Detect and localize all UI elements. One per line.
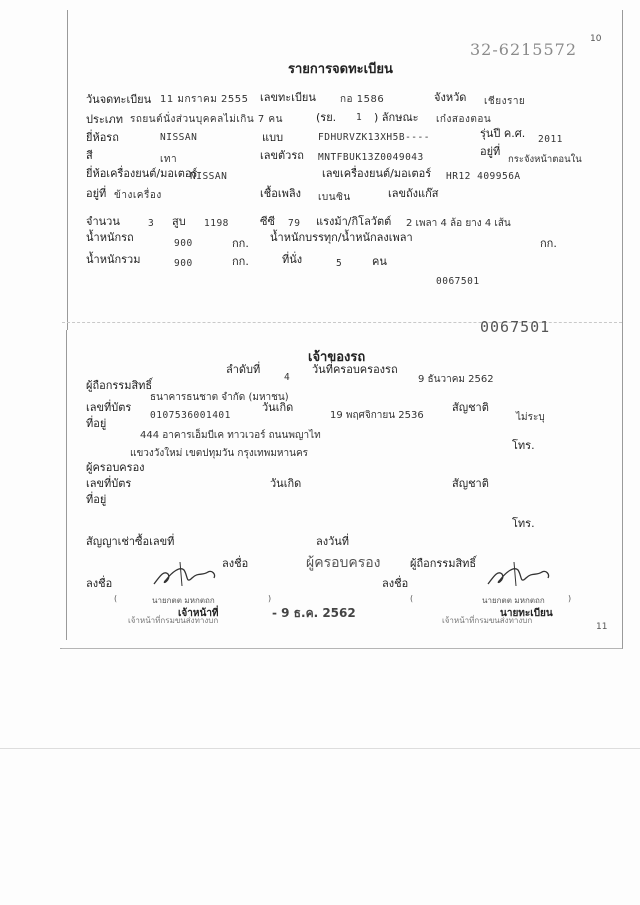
page-number-bottom: 11 (596, 622, 608, 632)
kg-label-3: กก. (232, 255, 249, 268)
possessor-label: ผู้ครอบครอง (86, 461, 145, 474)
left-printed-name: นายกตต มหกตถก (152, 596, 215, 605)
scan-edge-line (0, 748, 640, 749)
seats-unit: คน (372, 255, 387, 268)
color-label: สี (86, 149, 93, 162)
kg-label-2: กก. (540, 237, 557, 250)
cylinders-label: สูบ (172, 215, 186, 228)
character-value: เก๋งสองตอน (436, 114, 492, 125)
possession-date-value: 9 ธันวาคม 2562 (418, 374, 494, 385)
rs-value: 1 (356, 112, 363, 123)
nationality-label: สัญชาติ (452, 401, 489, 414)
address2-label: ที่อยู่ (86, 493, 107, 506)
sheet-bottom-edge (62, 648, 622, 649)
engine-location-value: ข้างเครื่อง (114, 190, 162, 201)
id-value: 0107536001401 (150, 410, 231, 421)
address-line-2: แขวงวังใหม่ เขตปทุมวัน กรุงเทพมหานคร (130, 448, 309, 459)
chassis-location-label: อยู่ที่ (480, 145, 501, 158)
owner-value: ธนาคารธนชาต จำกัด (มหาชน) (150, 392, 289, 403)
sign-label-left: ลงชื่อ (86, 577, 113, 590)
chassis-location-value: กระจังหน้าตอนใน (508, 154, 582, 165)
right-dept: เจ้าหน้าที่กรมขนส่งทางบก (442, 616, 533, 625)
engine-brand-value: NISSAN (190, 171, 228, 182)
type-value: รถยนต์นั่งส่วนบุคคลไม่เกิน 7 คน (130, 114, 283, 125)
left-border-top (67, 10, 68, 330)
owner-label: ผู้ถือกรรมสิทธิ์ (86, 379, 153, 392)
reg-number-label: เลขทะเบียน (260, 91, 316, 104)
right-bracket-close: ) (568, 594, 572, 603)
load-label: น้ำหนักบรรทุก/น้ำหนักลงเพลา (270, 231, 413, 244)
right-title: นายทะเบียน (500, 608, 553, 619)
right-printed-name: นายกตต มหกตถก (482, 596, 545, 605)
reg-date-value: 11 มกราคม 2555 (160, 94, 249, 105)
color-value: เทา (160, 154, 178, 165)
right-signature (484, 556, 554, 592)
fuel-label: เชื้อเพลิง (260, 187, 301, 200)
left-bracket-close: ) (268, 594, 272, 603)
reg-date-label: วันจดทะเบียน (86, 93, 152, 106)
model-value: FDHURVZK13XH5B---- (318, 132, 430, 143)
rs-label: (รย. (316, 111, 337, 124)
chassis-value: MNTFBUK13Z0049043 (318, 152, 424, 163)
brand-label: ยี่ห้อรถ (86, 131, 119, 144)
quantity-label: จำนวน (86, 215, 120, 228)
phone2-label: โทร. (512, 517, 535, 530)
contract-date-label: ลงวันที่ (316, 535, 350, 548)
stamp-date: - 9 ธ.ค. 2562 (272, 606, 356, 620)
hp-value: 79 (288, 218, 301, 229)
province-label: จังหวัด (434, 91, 467, 104)
gas-tank-label: เลขถังแก๊ส (388, 187, 439, 200)
section-title-owner: เจ้าของรถ (308, 350, 366, 365)
section-title-registration: รายการจดทะเบียน (288, 62, 393, 77)
serial-number-small: 0067501 (436, 276, 480, 287)
character-label: ) ลักษณะ (374, 111, 419, 124)
nationality-value: ไม่ระบุ (516, 412, 545, 423)
sign-label-right: ลงชื่อ (382, 577, 409, 590)
fuel-value: เบนซิน (318, 192, 351, 203)
sign-label-a: ลงชื่อ (222, 557, 249, 570)
nationality2-label: สัญชาติ (452, 477, 489, 490)
owner-sign-label: ผู้ถือกรรมสิทธิ์ (410, 557, 477, 570)
seats-value: 5 (336, 258, 343, 269)
brand-value: NISSAN (160, 132, 198, 143)
address-line-1: 444 อาคารเอ็มบีเค ทาวเวอร์ ถนนพญาไท (140, 430, 321, 441)
axles-wheels-tires: 2 เพลา 4 ล้อ ยาง 4 เส้น (406, 218, 511, 229)
hp-label: แรงม้า/กิโลวัตต์ (316, 215, 392, 228)
weight-value: 900 (174, 238, 193, 249)
order-value: 4 (284, 372, 291, 383)
kg-label-1: กก. (232, 237, 249, 250)
handwritten-number: 32-6215572 (470, 40, 578, 59)
left-border-bottom (66, 330, 67, 640)
chassis-label: เลขตัวรถ (260, 149, 304, 162)
total-weight-value: 900 (174, 258, 193, 269)
possessor-sign-mark: ผู้ครอบครอง (306, 555, 381, 571)
engine-number-value: HR12 409956A (446, 171, 521, 182)
weight-label: น้ำหนักรถ (86, 231, 134, 244)
contract-label: สัญญาเช่าซื้อเลขที่ (86, 535, 175, 548)
left-dept: เจ้าหน้าที่กรมขนส่งทางบก (128, 616, 219, 625)
left-bracket-open: ( (114, 594, 118, 603)
seats-label: ที่นั่ง (282, 253, 303, 266)
reg-number-value: กอ 1586 (340, 94, 385, 105)
type-label: ประเภท (86, 113, 124, 126)
cc-label: ซีซี (260, 215, 275, 228)
birth2-label: วันเกิด (270, 477, 302, 490)
cc-value: 1198 (204, 218, 229, 229)
order-label: ลำดับที่ (226, 363, 261, 376)
left-signature (150, 556, 220, 592)
engine-number-label: เลขเครื่องยนต์/มอเตอร์ (322, 167, 432, 180)
left-title: เจ้าหน้าที่ (178, 608, 219, 619)
model-year-label: รุ่นปี ค.ศ. (480, 127, 526, 140)
birth-value: 19 พฤศจิกายน 2536 (330, 410, 424, 421)
model-year-value: 2011 (538, 134, 563, 145)
right-bracket-open: ( (410, 594, 414, 603)
address-label: ที่อยู่ (86, 417, 107, 430)
total-weight-label: น้ำหนักรวม (86, 253, 141, 266)
serial-number-large: 0067501 (480, 318, 551, 336)
phone-label: โทร. (512, 439, 535, 452)
model-label: แบบ (262, 131, 284, 144)
page-number-top: 10 (590, 34, 602, 44)
province-value: เชียงราย (484, 96, 526, 107)
id-label: เลขที่บัตร (86, 401, 132, 414)
birth-label: วันเกิด (262, 401, 294, 414)
engine-location-label: อยู่ที่ (86, 187, 107, 200)
engine-brand-label: ยี่ห้อเครื่องยนต์/มอเตอร์ (86, 167, 198, 180)
cylinders-value: 3 (148, 218, 155, 229)
possession-date-label: วันที่ครอบครองรถ (312, 363, 398, 376)
id2-label: เลขที่บัตร (86, 477, 132, 490)
